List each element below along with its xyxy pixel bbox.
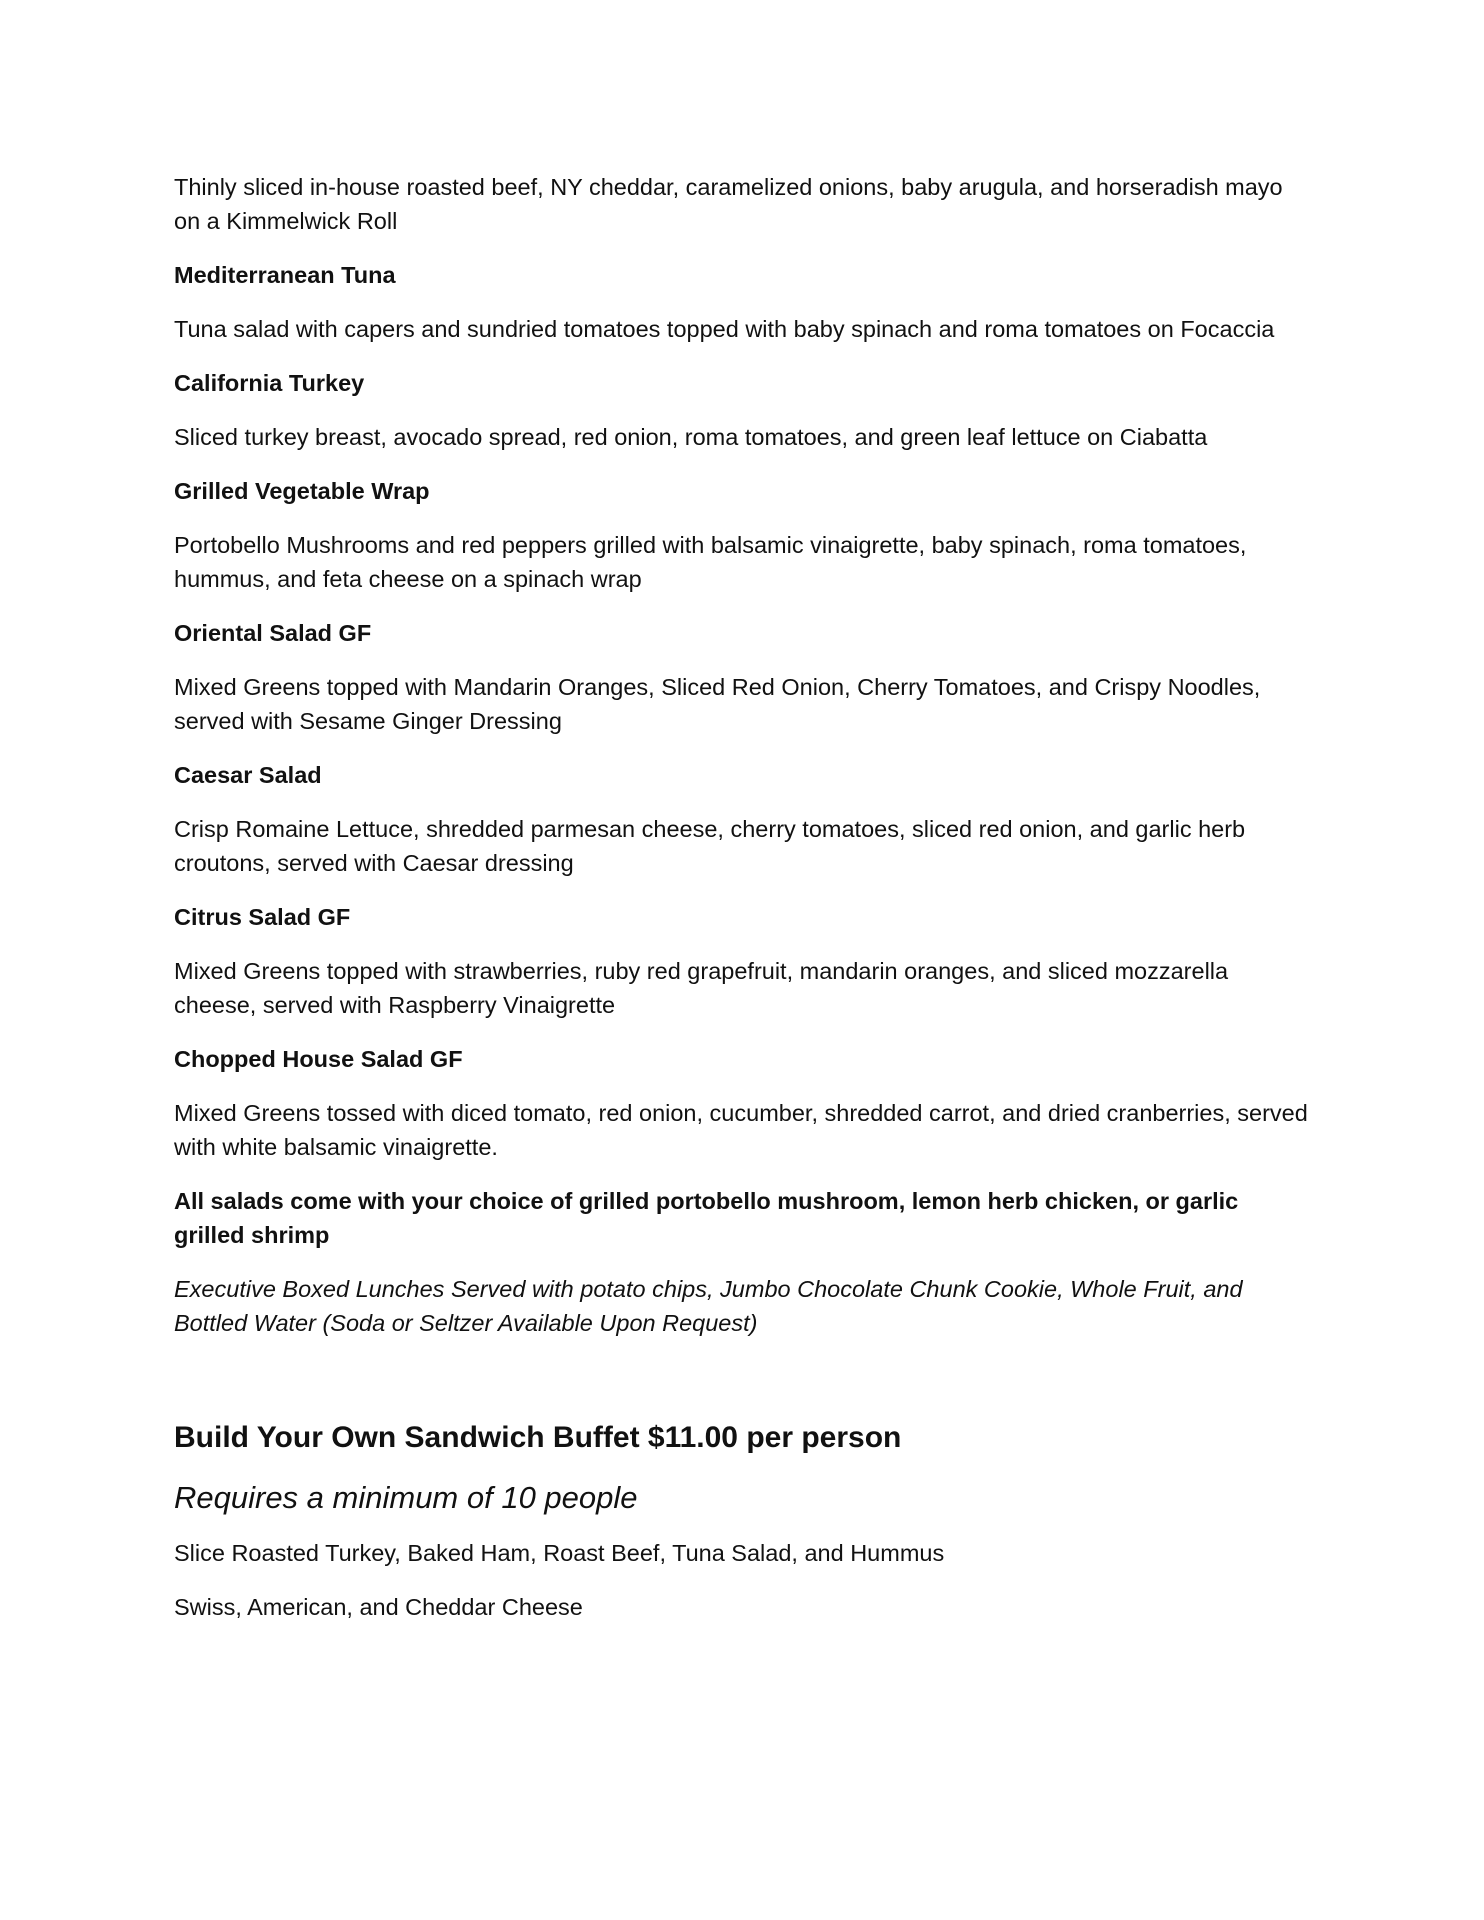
menu-item-title-mediterranean-tuna: Mediterranean Tuna <box>174 262 396 288</box>
menu-item-title-chopped-house-salad: Chopped House Salad GF <box>174 1046 463 1072</box>
menu-item-description-california-turkey: Sliced turkey breast, avocado spread, red onion, roma tomatoes, and green leaf lettuce on Ciabatta <box>174 424 1208 450</box>
buffet-subheading: Requires a minimum of 10 people <box>174 1480 638 1515</box>
menu-item-title-california-turkey: California Turkey <box>174 370 365 396</box>
menu-item-description-mediterranean-tuna: Tuna salad with capers and sundried tomatoes topped with baby spinach and roma tomatoes on Focaccia <box>174 316 1275 342</box>
menu-item-description-oriental-salad: Mixed Greens topped with Mandarin Oranges, Sliced Red Onion, Cherry Tomatoes, and Crispy Noodles, served with Sesame Ginger Dressing <box>174 674 1261 734</box>
menu-item-title-grilled-vegetable-wrap: Grilled Vegetable Wrap <box>174 478 430 504</box>
menu-item-description-grilled-vegetable-wrap: Portobello Mushrooms and red peppers grilled with balsamic vinaigrette, baby spinach, roma tomatoes, hummus, and feta cheese on a spinach wrap <box>174 532 1247 592</box>
menu-item-title-caesar-salad: Caesar Salad <box>174 762 322 788</box>
menu-item-description-caesar-salad: Crisp Romaine Lettuce, shredded parmesan cheese, cherry tomatoes, sliced red onion, and garlic herb croutons, served with Caesar dressing <box>174 816 1246 876</box>
boxed-lunch-note: Executive Boxed Lunches Served with potato chips, Jumbo Chocolate Chunk Cookie, Whole Fruit, and Bottled Water (Soda or Seltzer Available Upon Request) <box>174 1276 1243 1336</box>
menu-item-description-citrus-salad: Mixed Greens topped with strawberries, ruby red grapefruit, mandarin oranges, and sliced mozzarella cheese, served with Raspberry Vinaigrette <box>174 958 1229 1018</box>
menu-item-description-chopped-house-salad: Mixed Greens tossed with diced tomato, red onion, cucumber, shredded carrot, and dried cranberries, served with white balsamic vinaigrette. <box>174 1100 1308 1160</box>
menu-page <box>174 170 1314 1644</box>
menu-item-title-citrus-salad: Citrus Salad GF <box>174 904 351 930</box>
buffet-heading: Build Your Own Sandwich Buffet $11.00 per person <box>174 1421 902 1454</box>
buffet-proteins-line: Slice Roasted Turkey, Baked Ham, Roast Beef, Tuna Salad, and Hummus <box>174 1540 945 1566</box>
menu-item-title-oriental-salad: Oriental Salad GF <box>174 620 372 646</box>
salad-protein-note: All salads come with your choice of grilled portobello mushroom, lemon herb chicken, or garlic grilled shrimp <box>174 1188 1239 1248</box>
buffet-cheese-line: Swiss, American, and Cheddar Cheese <box>174 1594 583 1620</box>
intro-description: Thinly sliced in-house roasted beef, NY cheddar, caramelized onions, baby arugula, and horseradish mayo on a Kimmelwick Roll <box>174 174 1283 234</box>
